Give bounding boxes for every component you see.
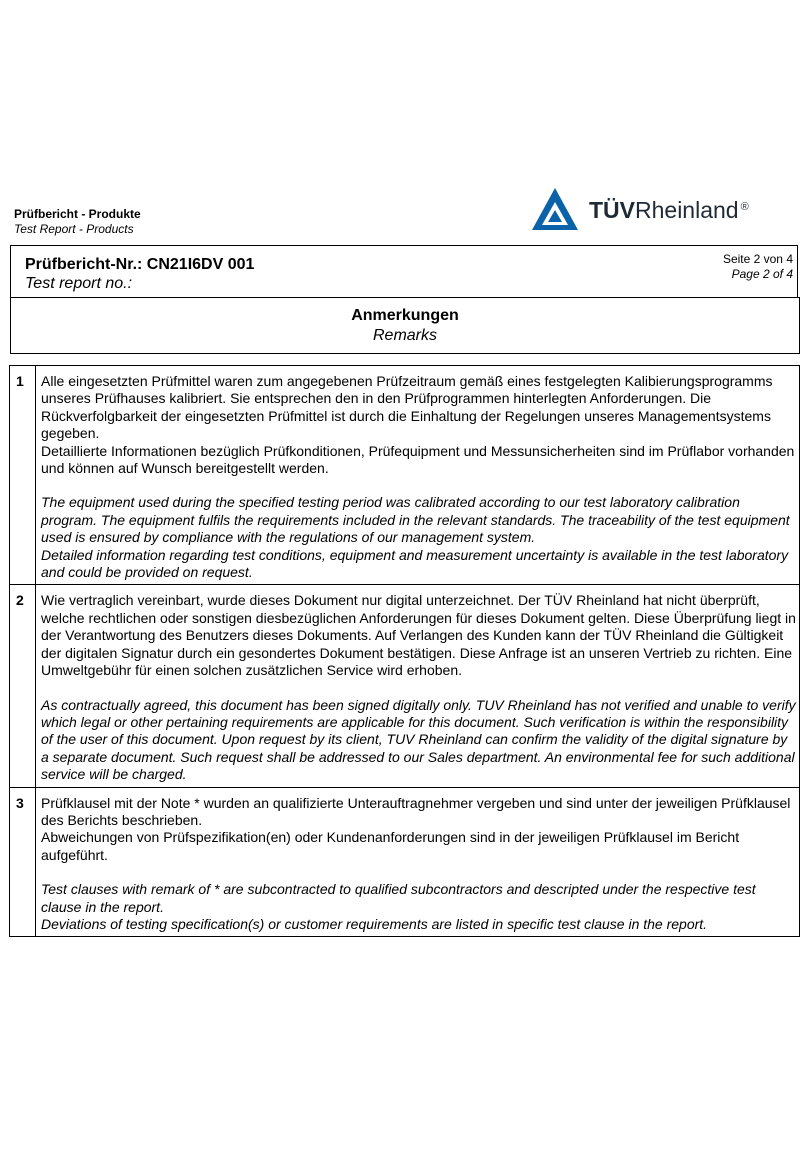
page-number: [723, 252, 793, 282]
page-number-de: Seite 2 von 4: [722, 252, 793, 266]
remark-paragraph-en: The equipment used during the specified testing period was calibrated according to our test laboratory calibration program. The equipment fulfils the requirements included in the relevant standards. The traceability of the test equipment used is ensured by compliance with the regulations of our management system.: [41, 494, 790, 546]
section-title-de: Anmerkungen: [351, 307, 459, 324]
report-number-label-en: Test report no.:: [25, 275, 133, 292]
remark-paragraph-de: Detaillierte Informationen bezüglich Prüfkonditionen, Prüfequipment und Messunsicherheiten sind im Prüflabor vorhanden und können auf Wunsch bereitgestellt werden.: [41, 442, 795, 477]
remark-paragraph-de: Alle eingesetzten Prüfmittel waren zum angegebenen Prüfzeitraum gemäß eines festgelegten Kalibierungsprogramms unseres Prüfhauses kalibriert. Sie entsprechen den in den Prüfprogrammen hinterlegten Anforderungen. Die Rückverfolgbarkeit der eingesetzten Prüfmittel ist durch die Einhaltung der Regelungen unseres Managementsystems gegeben.: [41, 373, 773, 442]
remark-paragraph-de: Wie vertraglich vereinbart, wurde dieses Dokument nur digital unterzeichnet. Der TÜV Rheinland hat nicht überprüft, welche rechtlichen oder sonstigen diesbezüglichen Anforderungen für dieses Dokument gelten. Diese Überprüfung liegt in der Verantwortung des Benutzers dieses Dokuments. Auf Verlangen des Kunden kann der TÜV Rheinland die Gültigkeit der digitalen Signatur durch ein gesondertes Dokument bestätigen. Diese Anfrage ist an unseren Vertrieb zu richten. Eine Umweltgebühr für einen solchen zusätzlichen Service wird erhoben.: [41, 592, 796, 679]
document-type-en: Test Report - Products: [14, 222, 134, 236]
page-number-en: Page 2 of 4: [731, 267, 793, 281]
logo-wordmark: [589, 197, 749, 223]
logo-wordmark-rest: Rheinland: [635, 197, 739, 223]
section-title-en: Remarks: [372, 327, 437, 344]
document-type: [14, 207, 141, 237]
logo-wordmark-bold: TÜV: [589, 197, 635, 223]
report-number-value: CN21I6DV 001: [146, 256, 255, 273]
report-number-box: [10, 245, 798, 297]
remark-paragraph-en: As contractually agreed, this document has been signed digitally only. TUV Rheinland has not verified and unable to verify which legal or other pertaining requirements are applicable for this document. Such verification is within the responsibility of the user of this document. Upon request by its client, TUV Rheinland can confirm the validity of the digital signature by a separate document. Such request shall be addressed to our Sales department. An environmental fee for such additional service will be charged.: [41, 696, 796, 783]
remark-text: [36, 585, 800, 787]
remark-paragraph-en: Detailed information regarding test conditions, equipment and measurement uncertainty is available in the test laboratory and could be provided on request.: [41, 546, 789, 581]
remarks-table: [9, 365, 800, 937]
document-type-de: Prüfbericht - Produkte: [14, 207, 141, 221]
triangle-logo-icon: [530, 186, 580, 232]
tuv-rheinland-logo: [530, 186, 780, 232]
remark-text: [36, 787, 800, 937]
remark-paragraph-de: Abweichungen von Prüfspezifikation(en) oder Kundenanforderungen sind in der jeweiligen Prüfklausel im Bericht aufgeführt.: [41, 829, 740, 863]
remark-number: 3: [10, 787, 36, 937]
report-number: [25, 255, 254, 293]
remark-row: [10, 787, 800, 937]
remark-row: [10, 366, 800, 585]
remark-text: [36, 366, 800, 585]
remark-number: 2: [10, 585, 36, 787]
remark-number: 1: [10, 366, 36, 585]
section-title-box: [10, 297, 800, 354]
registered-mark: ®: [740, 201, 749, 213]
remark-paragraph-en: Test clauses with remark of * are subcontracted to qualified subcontractors and descripted under the respective test clause in the report.: [41, 881, 756, 915]
remark-row: [10, 585, 800, 787]
remark-paragraph-de: Prüfklausel mit der Note * wurden an qualifizierte Unterauftragnehmer vergeben und sind unter der jeweiligen Prüfklausel des Berichts beschrieben.: [41, 794, 791, 828]
remark-paragraph-en: Deviations of testing specification(s) or customer requirements are listed in specific test clause in the report.: [41, 915, 708, 932]
report-number-label: Prüfbericht-Nr.:: [25, 256, 143, 273]
